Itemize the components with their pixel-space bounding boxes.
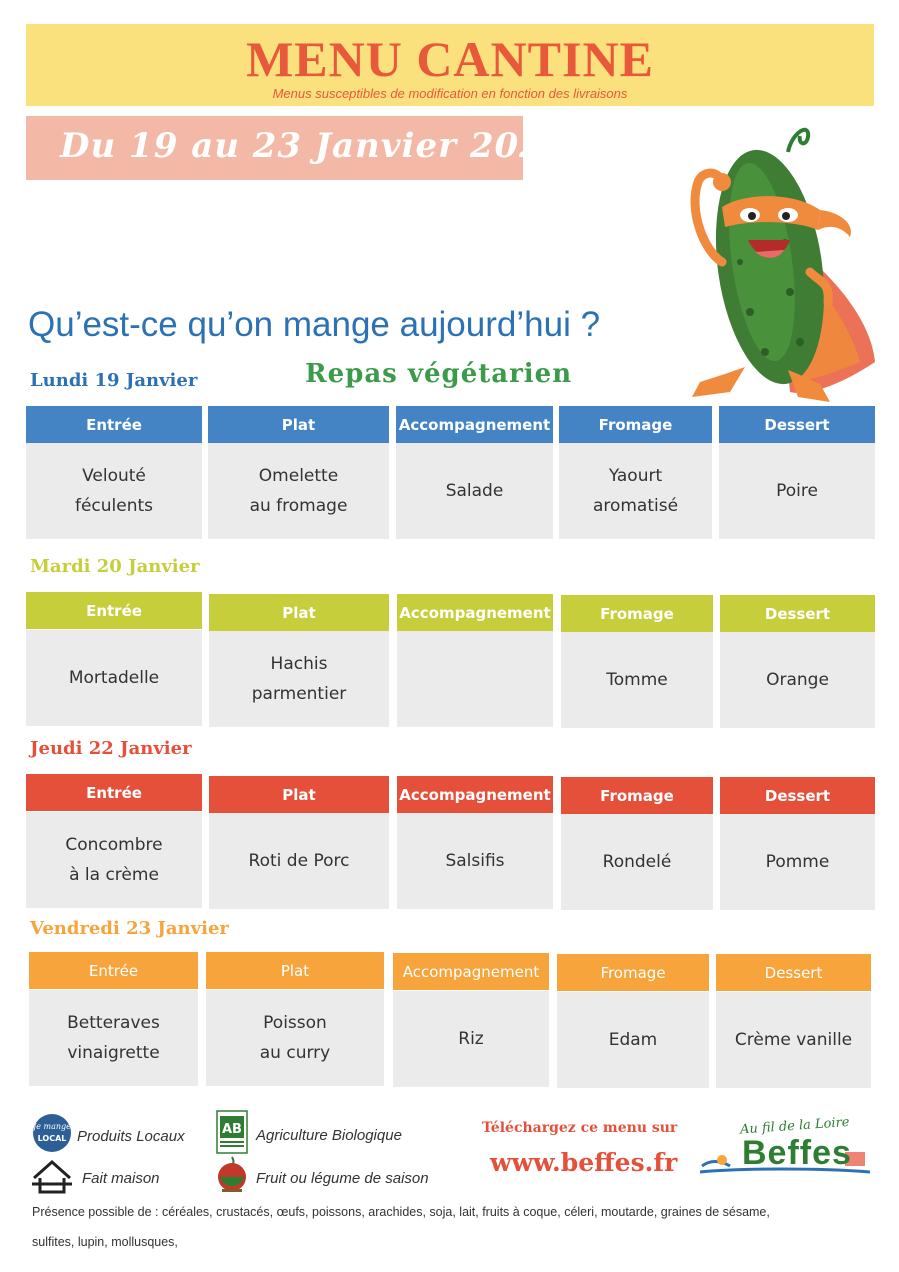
- dish-cell-mardi-dessert: Orange: [720, 632, 875, 728]
- organic-ab-icon: [216, 1110, 248, 1154]
- day-label-lundi: Lundi 19 Janvier: [30, 370, 198, 391]
- dish-cell-mardi-fromage: Tomme: [561, 632, 713, 728]
- date-range: Du 19 au 23 Janvier 2026: [60, 126, 569, 166]
- col-header-fromage: Fromage: [557, 954, 709, 991]
- local-produce-icon: [32, 1113, 72, 1153]
- col-header-plat: Plat: [209, 594, 389, 631]
- dish-cell-vendredi-fromage: Edam: [557, 992, 709, 1088]
- col-header-entree: Entrée: [26, 406, 202, 443]
- dish-cell-mardi-entree: Mortadelle: [26, 630, 202, 726]
- col-header-entree: Entrée: [26, 592, 202, 629]
- dish-cell-lundi-fromage: Yaourt aromatisé: [559, 443, 712, 539]
- allergens-line-2: sulfites, lupin, mollusques,: [32, 1235, 178, 1249]
- dish-cell-vendredi-accompagnement: Riz: [393, 991, 549, 1087]
- page-title: MENU CANTINE: [246, 31, 654, 87]
- dish-cell-vendredi-dessert: Crème vanille: [716, 992, 871, 1088]
- day-label-jeudi: Jeudi 22 Janvier: [30, 738, 192, 759]
- svg-text:LOCAL: LOCAL: [37, 1134, 67, 1143]
- dish-cell-jeudi-entree: Concombre à la crème: [26, 812, 202, 908]
- homemade-house-icon: [30, 1158, 74, 1196]
- logo-name: Beffes: [742, 1134, 852, 1172]
- col-header-accompagnement: Accompagnement: [397, 776, 553, 813]
- cucumber-mascot-icon: [670, 112, 880, 412]
- col-header-plat: Plat: [208, 406, 389, 443]
- col-header-plat: Plat: [206, 952, 384, 989]
- col-header-plat: Plat: [209, 776, 389, 813]
- download-text: Téléchargez ce menu sur: [482, 1120, 678, 1136]
- dish-cell-jeudi-dessert: Pomme: [720, 814, 875, 910]
- allergens-line-1: Présence possible de : céréales, crustacés, œufs, poissons, arachides, soja, lait, fruits à coque, céleri, moutarde, graines de sésame,: [32, 1205, 770, 1219]
- day-label-mardi: Mardi 20 Janvier: [30, 556, 200, 577]
- dish-cell-lundi-entree: Velouté féculents: [26, 443, 202, 539]
- dish-cell-lundi-accompagnement: Salade: [396, 443, 553, 539]
- legend-bio: Agriculture Biologique: [256, 1127, 402, 1144]
- dish-cell-mardi-plat: Hachis parmentier: [209, 631, 389, 727]
- svg-text:Je mange: Je mange: [33, 1122, 71, 1131]
- col-header-fromage: Fromage: [561, 595, 713, 632]
- col-header-dessert: Dessert: [720, 595, 875, 632]
- dish-cell-vendredi-entree: Betteraves vinaigrette: [29, 990, 198, 1086]
- website-link[interactable]: www.beffes.fr: [490, 1148, 678, 1177]
- col-header-fromage: Fromage: [561, 777, 713, 814]
- day-label-vendredi: Vendredi 23 Janvier: [30, 918, 229, 939]
- dish-cell-lundi-dessert: Poire: [719, 443, 875, 539]
- col-header-dessert: Dessert: [720, 777, 875, 814]
- legend-seasonal: Fruit ou légume de saison: [256, 1170, 429, 1187]
- col-header-accompagnement: Accompagnement: [397, 594, 553, 631]
- col-header-entree: Entrée: [26, 774, 202, 811]
- dish-cell-vendredi-plat: Poisson au curry: [206, 990, 384, 1086]
- col-header-entree: Entrée: [29, 952, 198, 989]
- dish-cell-jeudi-fromage: Rondelé: [561, 814, 713, 910]
- dish-cell-mardi-accompagnement: [397, 631, 553, 727]
- dish-cell-jeudi-accompagnement: Salsifis: [397, 813, 553, 909]
- svg-text:AB: AB: [222, 1122, 242, 1137]
- legend-local: Produits Locaux: [77, 1128, 185, 1145]
- legend-homemade: Fait maison: [82, 1170, 160, 1187]
- col-header-accompagnement: Accompagnement: [393, 953, 549, 990]
- headline-question: Qu’est-ce qu’on mange aujourd’hui ?: [28, 305, 601, 344]
- logo-tagline: Au fil de la Loire: [739, 1114, 850, 1138]
- col-header-dessert: Dessert: [716, 954, 871, 991]
- dish-cell-lundi-plat: Omelette au fromage: [208, 443, 389, 539]
- col-header-fromage: Fromage: [559, 406, 712, 443]
- seasonal-produce-icon: [214, 1153, 250, 1195]
- page-subtitle: Menus susceptibles de modification en fonction des livraisons: [272, 86, 628, 101]
- vegetarian-note: Repas végétarien: [305, 359, 573, 389]
- col-header-dessert: Dessert: [719, 406, 875, 443]
- dish-cell-jeudi-plat: Roti de Porc: [209, 813, 389, 909]
- col-header-accompagnement: Accompagnement: [396, 406, 553, 443]
